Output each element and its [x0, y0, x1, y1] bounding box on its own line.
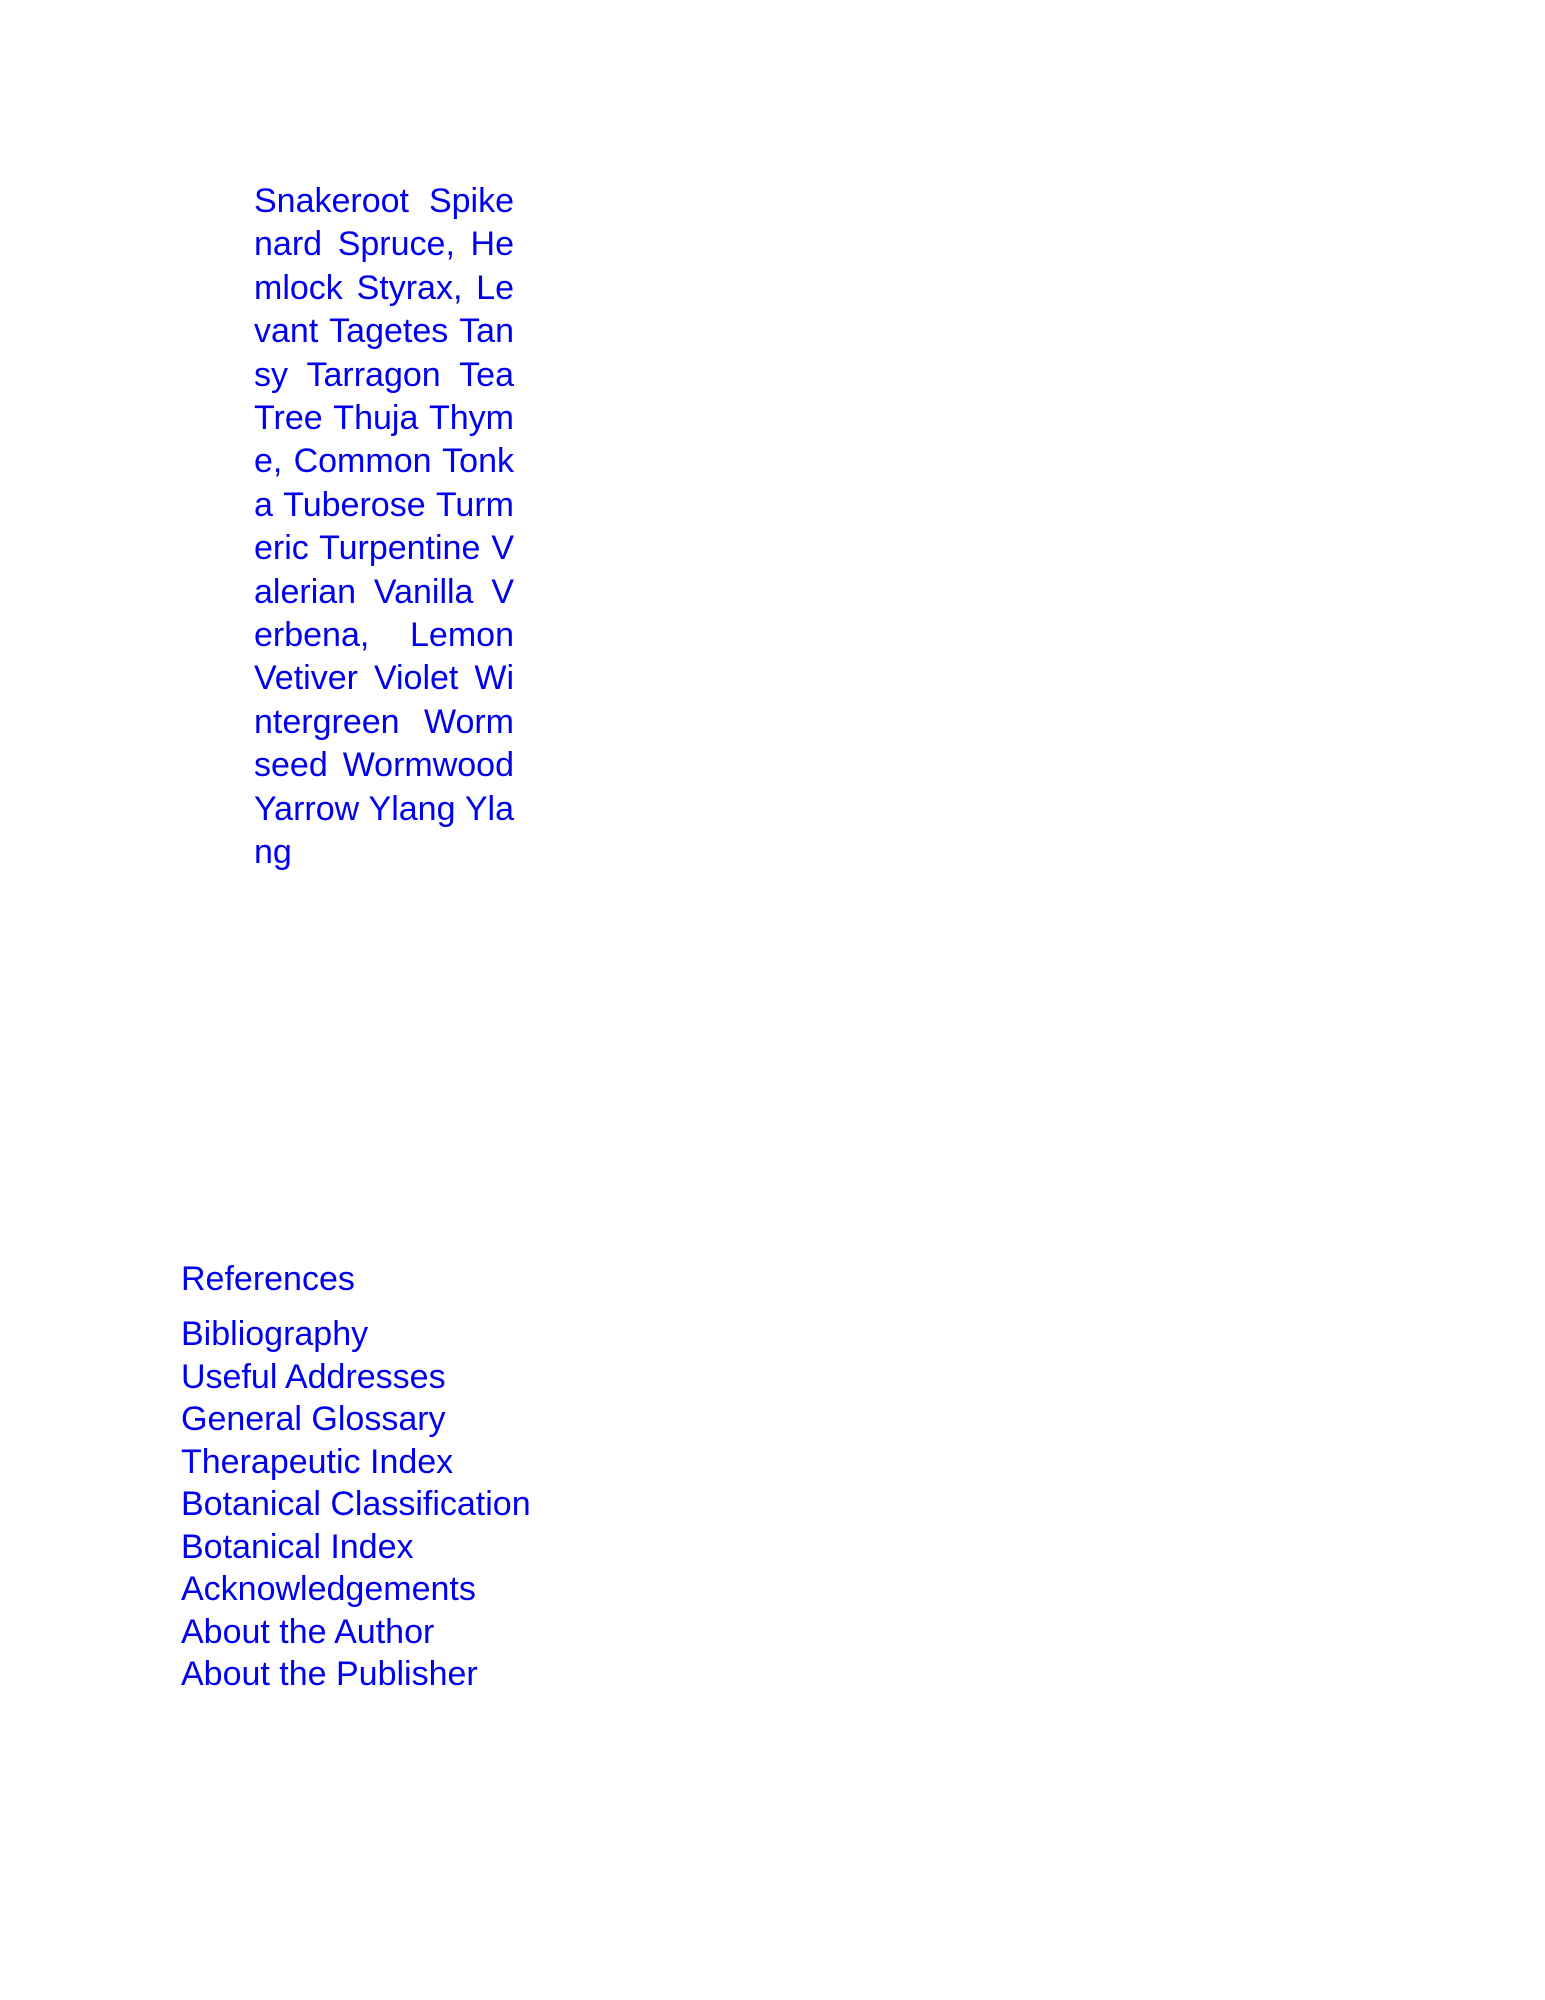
list-item [181, 1441, 531, 1484]
botanical-classification-link[interactable]: Botanical Classification [181, 1485, 531, 1523]
herb-link[interactable]: Tea Tree [254, 355, 514, 438]
general-glossary-link[interactable]: General Glossary [181, 1400, 446, 1438]
herb-link[interactable]: Wintergreen [254, 659, 515, 741]
herb-link[interactable]: Tarragon [306, 355, 441, 394]
references-link[interactable]: References [181, 1260, 355, 1298]
herb-link[interactable]: Valerian [254, 529, 514, 611]
herb-link[interactable]: Tonka [254, 442, 514, 524]
useful-addresses-link[interactable]: Useful Addresses [181, 1357, 446, 1396]
list-item [181, 1653, 531, 1696]
herb-link[interactable]: Yarrow [254, 789, 360, 828]
herb-link[interactable]: Turmeric [254, 485, 514, 568]
references-list [181, 1313, 531, 1696]
herb-link[interactable]: Thuja [333, 399, 419, 438]
list-item [181, 1568, 531, 1611]
herb-link[interactable]: Thyme, Common [254, 399, 514, 481]
herb-link[interactable]: Tuberose [283, 485, 426, 524]
herb-link[interactable]: Vetiver [254, 659, 358, 698]
herb-link[interactable]: Turpentine [319, 529, 481, 568]
herb-link[interactable]: Tansy [254, 312, 514, 394]
herb-link[interactable]: Ylang Ylang [254, 789, 514, 872]
herb-link[interactable]: Verbena, Lemon [254, 572, 514, 655]
about-publisher-link[interactable]: About the Publisher [181, 1655, 478, 1693]
bibliography-link[interactable]: Bibliography [181, 1315, 369, 1353]
herb-link[interactable]: Styrax, Levant [254, 268, 514, 351]
list-item [181, 1611, 531, 1654]
herb-link[interactable]: Vanilla [373, 572, 474, 611]
herb-link[interactable]: Tagetes [329, 312, 449, 351]
herb-link[interactable]: Spikenard [254, 182, 514, 264]
list-item [181, 1313, 531, 1356]
botanical-index-link[interactable]: Botanical Index [181, 1527, 414, 1566]
herb-link-list [254, 180, 514, 875]
list-item [181, 1526, 531, 1569]
herb-link[interactable]: Spruce, Hemlock [254, 225, 514, 307]
acknowledgements-link[interactable]: Acknowledgements [181, 1570, 476, 1608]
herb-link[interactable]: Snakeroot [254, 182, 409, 220]
herb-link[interactable]: Wormwood [342, 746, 514, 785]
herb-link[interactable]: Wormseed [254, 702, 514, 785]
list-item [181, 1483, 531, 1526]
therapeutic-index-link[interactable]: Therapeutic Index [181, 1442, 454, 1481]
about-author-link[interactable]: About the Author [181, 1612, 435, 1651]
references-heading[interactable] [181, 1258, 355, 1300]
list-item [181, 1398, 531, 1441]
herb-link[interactable]: Violet [373, 659, 459, 698]
list-item [181, 1356, 531, 1399]
